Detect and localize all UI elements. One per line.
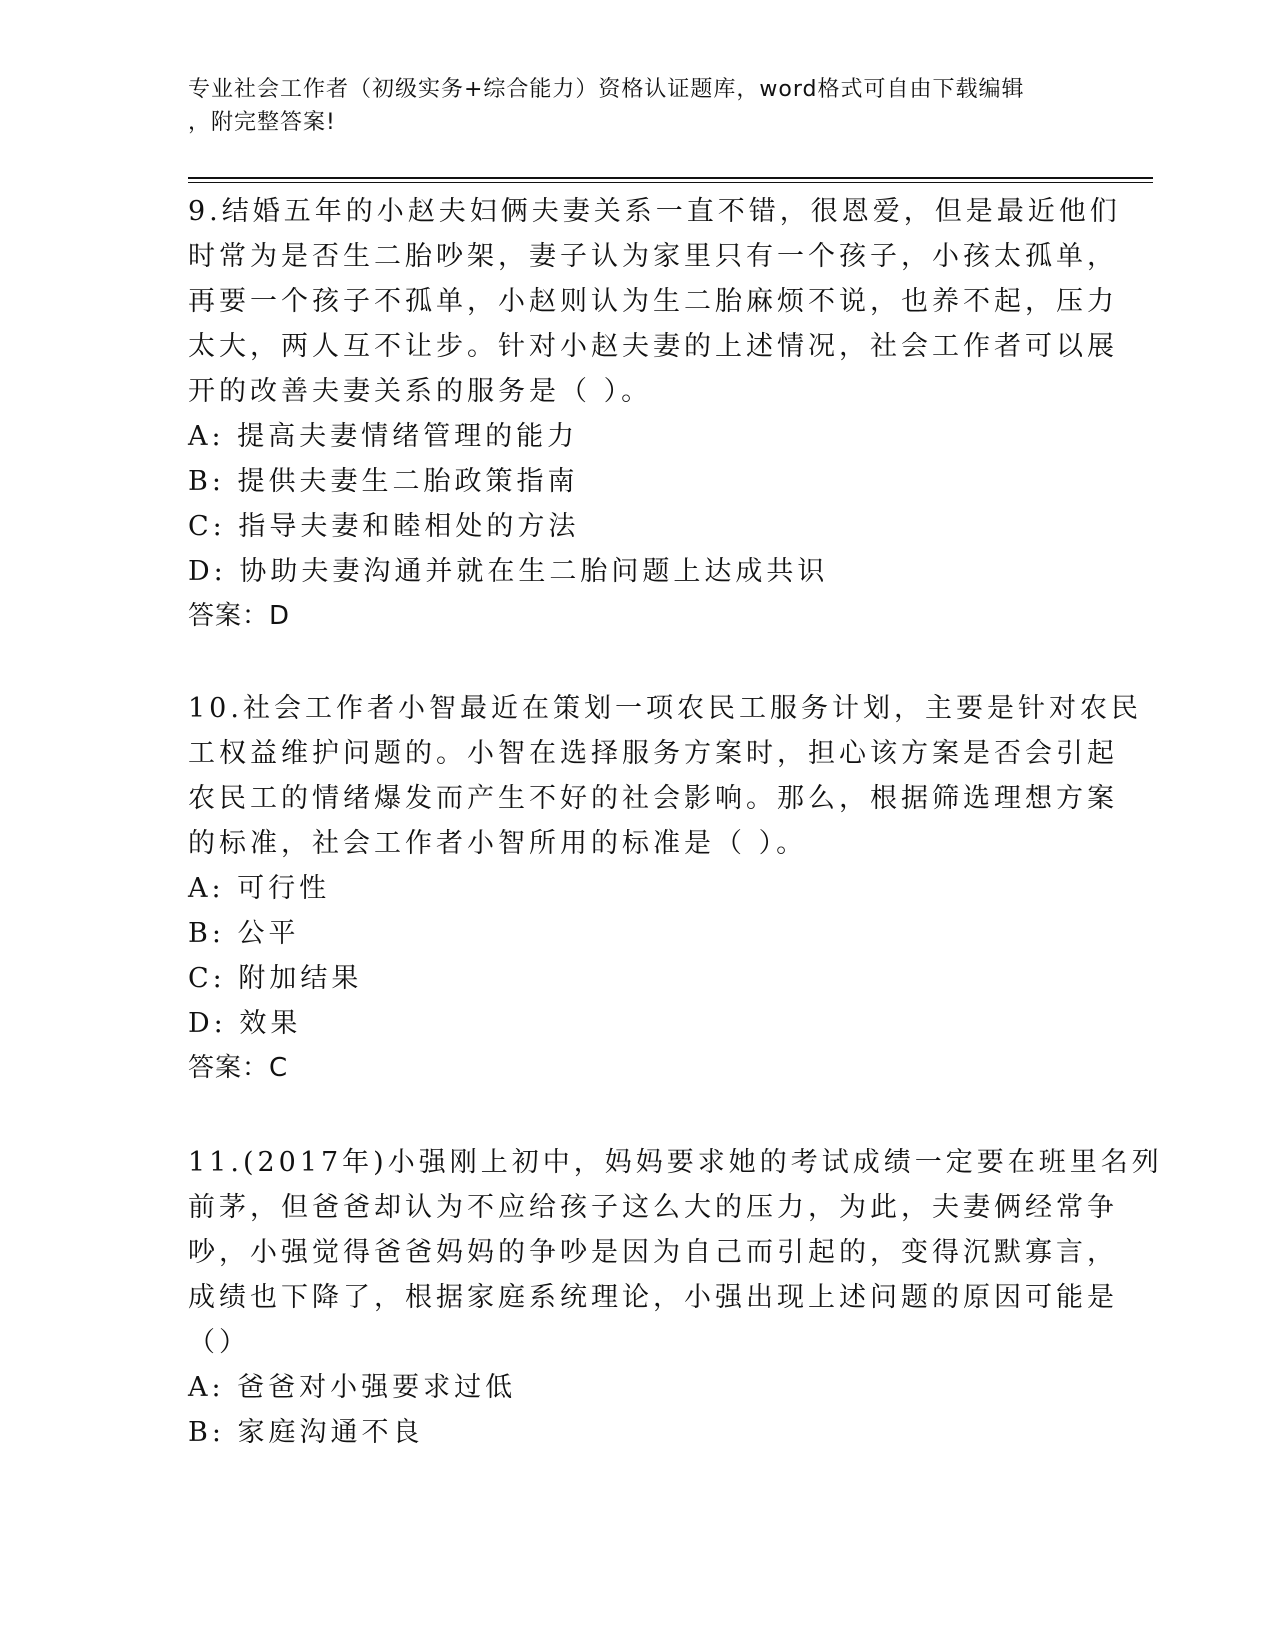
question-stem-line: 成绩也下降了，根据家庭系统理论，小强出现上述问题的原因可能是 [188,1282,1118,1313]
header-divider-thin [188,182,1153,183]
question-stem-line: 11.(2017年)小强刚上初中，妈妈要求她的考试成绩一定要在班里名列 [188,1147,1163,1178]
question-stem-line: 工权益维护问题的。小智在选择服务方案时，担心该方案是否会引起 [188,738,1118,769]
question-9 [188,189,1121,639]
question-stem-line: 的标准，社会工作者小智所用的标准是（ ）。 [188,828,808,859]
header-line-2: ，附完整答案! [188,110,336,135]
option-a: A: 可行性 [188,873,331,904]
question-stem-line: 再要一个孩子不孤单，小赵则认为生二胎麻烦不说，也养不起，压力 [188,286,1118,317]
option-b: B: 提供夫妻生二胎政策指南 [188,466,579,497]
option-c: C: 指导夫妻和睦相处的方法 [188,511,580,542]
question-stem-line: 吵，小强觉得爸爸妈妈的争吵是因为自己而引起的，变得沉默寡言， [188,1237,1118,1268]
option-d: D: 效果 [188,1008,302,1039]
header-divider-thick [188,177,1153,179]
answer-line: 答案：D [188,601,291,631]
question-10 [188,686,1142,1091]
question-stem-line: 9.结婚五年的小赵夫妇俩夫妻关系一直不错，很恩爱，但是最近他们 [188,196,1121,227]
option-a: A: 爸爸对小强要求过低 [188,1372,517,1403]
option-b: B: 公平 [188,918,300,949]
question-stem-line: 开的改善夫妻关系的服务是（ ）。 [188,376,653,407]
question-stem-line: 太大，两人互不让步。针对小赵夫妻的上述情况，社会工作者可以展 [188,331,1118,362]
question-stem-line: 前茅，但爸爸却认为不应给孩子这么大的压力，为此，夫妻俩经常争 [188,1192,1118,1223]
question-stem-line: （） [188,1327,250,1358]
question-11 [188,1140,1163,1455]
option-a: A: 提高夫妻情绪管理的能力 [188,421,579,452]
page-header [188,73,1093,139]
header-line-1: 专业社会工作者（初级实务+综合能力）资格认证题库，word格式可自由下载编辑 [188,77,1025,102]
question-stem-line: 时常为是否生二胎吵架，妻子认为家里只有一个孩子，小孩太孤单， [188,241,1118,272]
option-c: C: 附加结果 [188,963,363,994]
answer-line: 答案：C [188,1053,289,1083]
option-b: B: 家庭沟通不良 [188,1417,424,1448]
question-stem-line: 农民工的情绪爆发而产生不好的社会影响。那么，根据筛选理想方案 [188,783,1118,814]
option-d: D: 协助夫妻沟通并就在生二胎问题上达成共识 [188,556,829,587]
question-stem-line: 10.社会工作者小智最近在策划一项农民工服务计划，主要是针对农民 [188,693,1142,724]
